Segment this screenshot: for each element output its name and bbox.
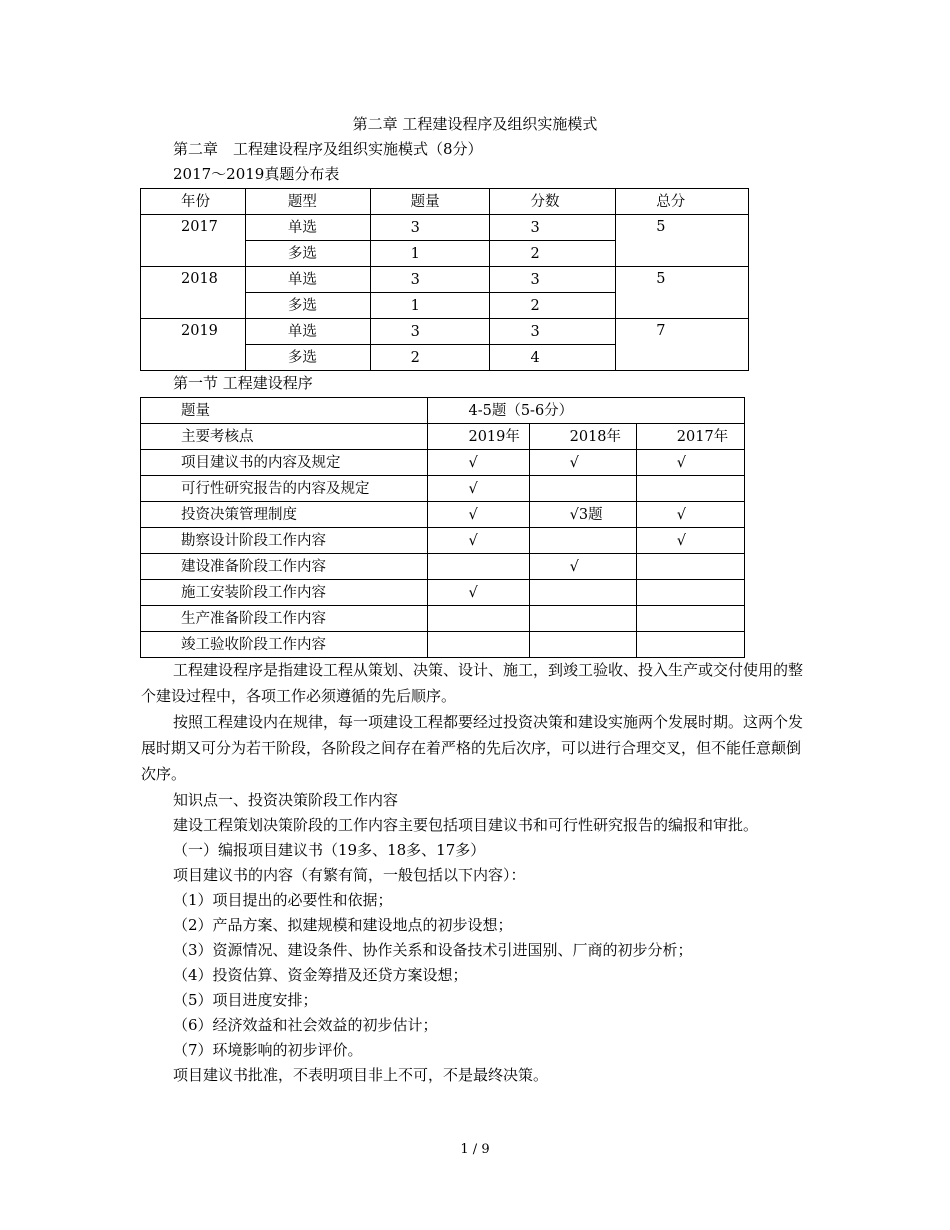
check-cell	[529, 528, 636, 554]
check-cell	[636, 580, 744, 606]
year-cell: 2018	[141, 267, 246, 319]
point-cell: 施工安装阶段工作内容	[141, 580, 428, 606]
type-cell: 单选	[245, 215, 370, 241]
table-row	[141, 319, 749, 345]
point-cell: 建设准备阶段工作内容	[141, 554, 428, 580]
year-header: 2019年	[428, 424, 529, 450]
point-cell: 生产准备阶段工作内容	[141, 606, 428, 632]
table-row	[141, 398, 745, 424]
table-row	[141, 502, 745, 528]
check-cell: √	[428, 502, 529, 528]
table-row	[141, 580, 745, 606]
check-cell	[529, 476, 636, 502]
document-title: 第二章 工程建设程序及组织实施模式	[352, 115, 598, 133]
check-cell	[529, 580, 636, 606]
text-line: 建设工程策划决策阶段的工作内容主要包括项目建议书和可行性研究报告的编报和审批。	[173, 816, 759, 834]
list-item: （2）产品方案、拟建规模和建设地点的初步设想；	[173, 916, 513, 934]
list-item: （1）项目提出的必要性和依据；	[173, 891, 393, 909]
count-cell: 3	[370, 215, 490, 241]
check-cell	[428, 554, 529, 580]
type-cell: 多选	[245, 241, 370, 267]
point-cell: 投资决策管理制度	[141, 502, 428, 528]
table-row	[141, 267, 749, 293]
count-cell: 1	[370, 241, 490, 267]
score-cell: 2	[490, 241, 616, 267]
type-cell: 单选	[245, 267, 370, 293]
year-header: 2017年	[636, 424, 744, 450]
check-cell: √	[636, 450, 744, 476]
section-heading: 第一节 工程建设程序	[173, 374, 313, 392]
list-item: （4）投资估算、资金筹措及还贷方案设想；	[173, 966, 468, 984]
check-cell: √3题	[529, 502, 636, 528]
check-cell: √	[529, 450, 636, 476]
header-cell: 题量	[370, 189, 490, 215]
list-item: （3）资源情况、建设条件、协作关系和设备技术引进国别、厂商的初步分析；	[173, 941, 693, 959]
point-cell: 可行性研究报告的内容及规定	[141, 476, 428, 502]
page-number: 1 / 9	[460, 1142, 490, 1157]
point-cell: 勘察设计阶段工作内容	[141, 528, 428, 554]
check-cell	[529, 632, 636, 658]
list-item: （6）经济效益和社会效益的初步估计；	[173, 1016, 438, 1034]
score-cell: 3	[490, 319, 616, 345]
total-cell: 5	[616, 267, 749, 319]
check-cell	[428, 606, 529, 632]
list-item: （7）环境影响的初步评价。	[173, 1041, 363, 1059]
table-row	[141, 215, 749, 241]
quantity-label: 题量	[141, 398, 428, 424]
table-header-row	[141, 189, 749, 215]
total-cell: 7	[616, 319, 749, 371]
table-row	[141, 450, 745, 476]
list-item: （5）项目进度安排；	[173, 991, 318, 1009]
count-cell: 3	[370, 267, 490, 293]
table-row	[141, 528, 745, 554]
text-line: 项目建议书批准，不表明项目非上不可，不是最终决策。	[173, 1066, 549, 1084]
score-cell: 4	[490, 345, 616, 371]
check-cell: √	[636, 528, 744, 554]
text-line: 项目建议书的内容（有繁有简，一般包括以下内容）：	[173, 866, 526, 884]
check-cell: √	[428, 476, 529, 502]
type-cell: 多选	[245, 345, 370, 371]
year-cell: 2019	[141, 319, 246, 371]
count-cell: 1	[370, 293, 490, 319]
total-cell: 5	[616, 215, 749, 267]
knowledge-point-heading: 知识点一、投资决策阶段工作内容	[173, 791, 399, 809]
type-cell: 多选	[245, 293, 370, 319]
subsection-heading: （一）编报项目建议书（19多、18多、17多）	[173, 841, 486, 859]
score-cell: 2	[490, 293, 616, 319]
key-points-table	[140, 397, 745, 658]
table-row	[141, 632, 745, 658]
type-cell: 单选	[245, 319, 370, 345]
count-cell: 2	[370, 345, 490, 371]
check-cell	[636, 632, 744, 658]
header-cell: 题型	[245, 189, 370, 215]
chapter-heading: 第二章 工程建设程序及组织实施模式（8分）	[173, 140, 483, 158]
header-cell: 年份	[141, 189, 246, 215]
check-cell	[636, 554, 744, 580]
header-cell: 总分	[616, 189, 749, 215]
score-cell: 3	[490, 267, 616, 293]
count-cell: 3	[370, 319, 490, 345]
check-cell	[529, 606, 636, 632]
check-cell: √	[428, 450, 529, 476]
paragraph: 工程建设程序是指建设工程从策划、决策、设计、施工，到竣工验收、投入生产或交付使用的整个建设过程中，各项工作必须遵循的先后顺序。	[141, 661, 804, 705]
points-label: 主要考核点	[141, 424, 428, 450]
check-cell	[636, 606, 744, 632]
check-cell: √	[428, 528, 529, 554]
check-cell: √	[529, 554, 636, 580]
year-cell: 2017	[141, 215, 246, 267]
table1-caption: 2017～2019真题分布表	[173, 165, 340, 183]
year-header: 2018年	[529, 424, 636, 450]
exam-distribution-table	[140, 188, 749, 371]
table-header-row	[141, 424, 745, 450]
paragraph: 按照工程建设内在规律，每一项建设工程都要经过投资决策和建设实施两个发展时期。这两个发展时期又可分为若干阶段，各阶段之间存在着严格的先后次序，可以进行合理交叉，但不能任意颠倒次序。	[141, 713, 804, 783]
point-cell: 竣工验收阶段工作内容	[141, 632, 428, 658]
table-row	[141, 606, 745, 632]
check-cell: √	[636, 502, 744, 528]
score-cell: 3	[490, 215, 616, 241]
check-cell	[636, 476, 744, 502]
check-cell: √	[428, 580, 529, 606]
point-cell: 项目建议书的内容及规定	[141, 450, 428, 476]
table-row	[141, 554, 745, 580]
check-cell	[428, 632, 529, 658]
header-cell: 分数	[490, 189, 616, 215]
table-row	[141, 476, 745, 502]
quantity-value: 4-5题（5-6分）	[428, 398, 745, 424]
